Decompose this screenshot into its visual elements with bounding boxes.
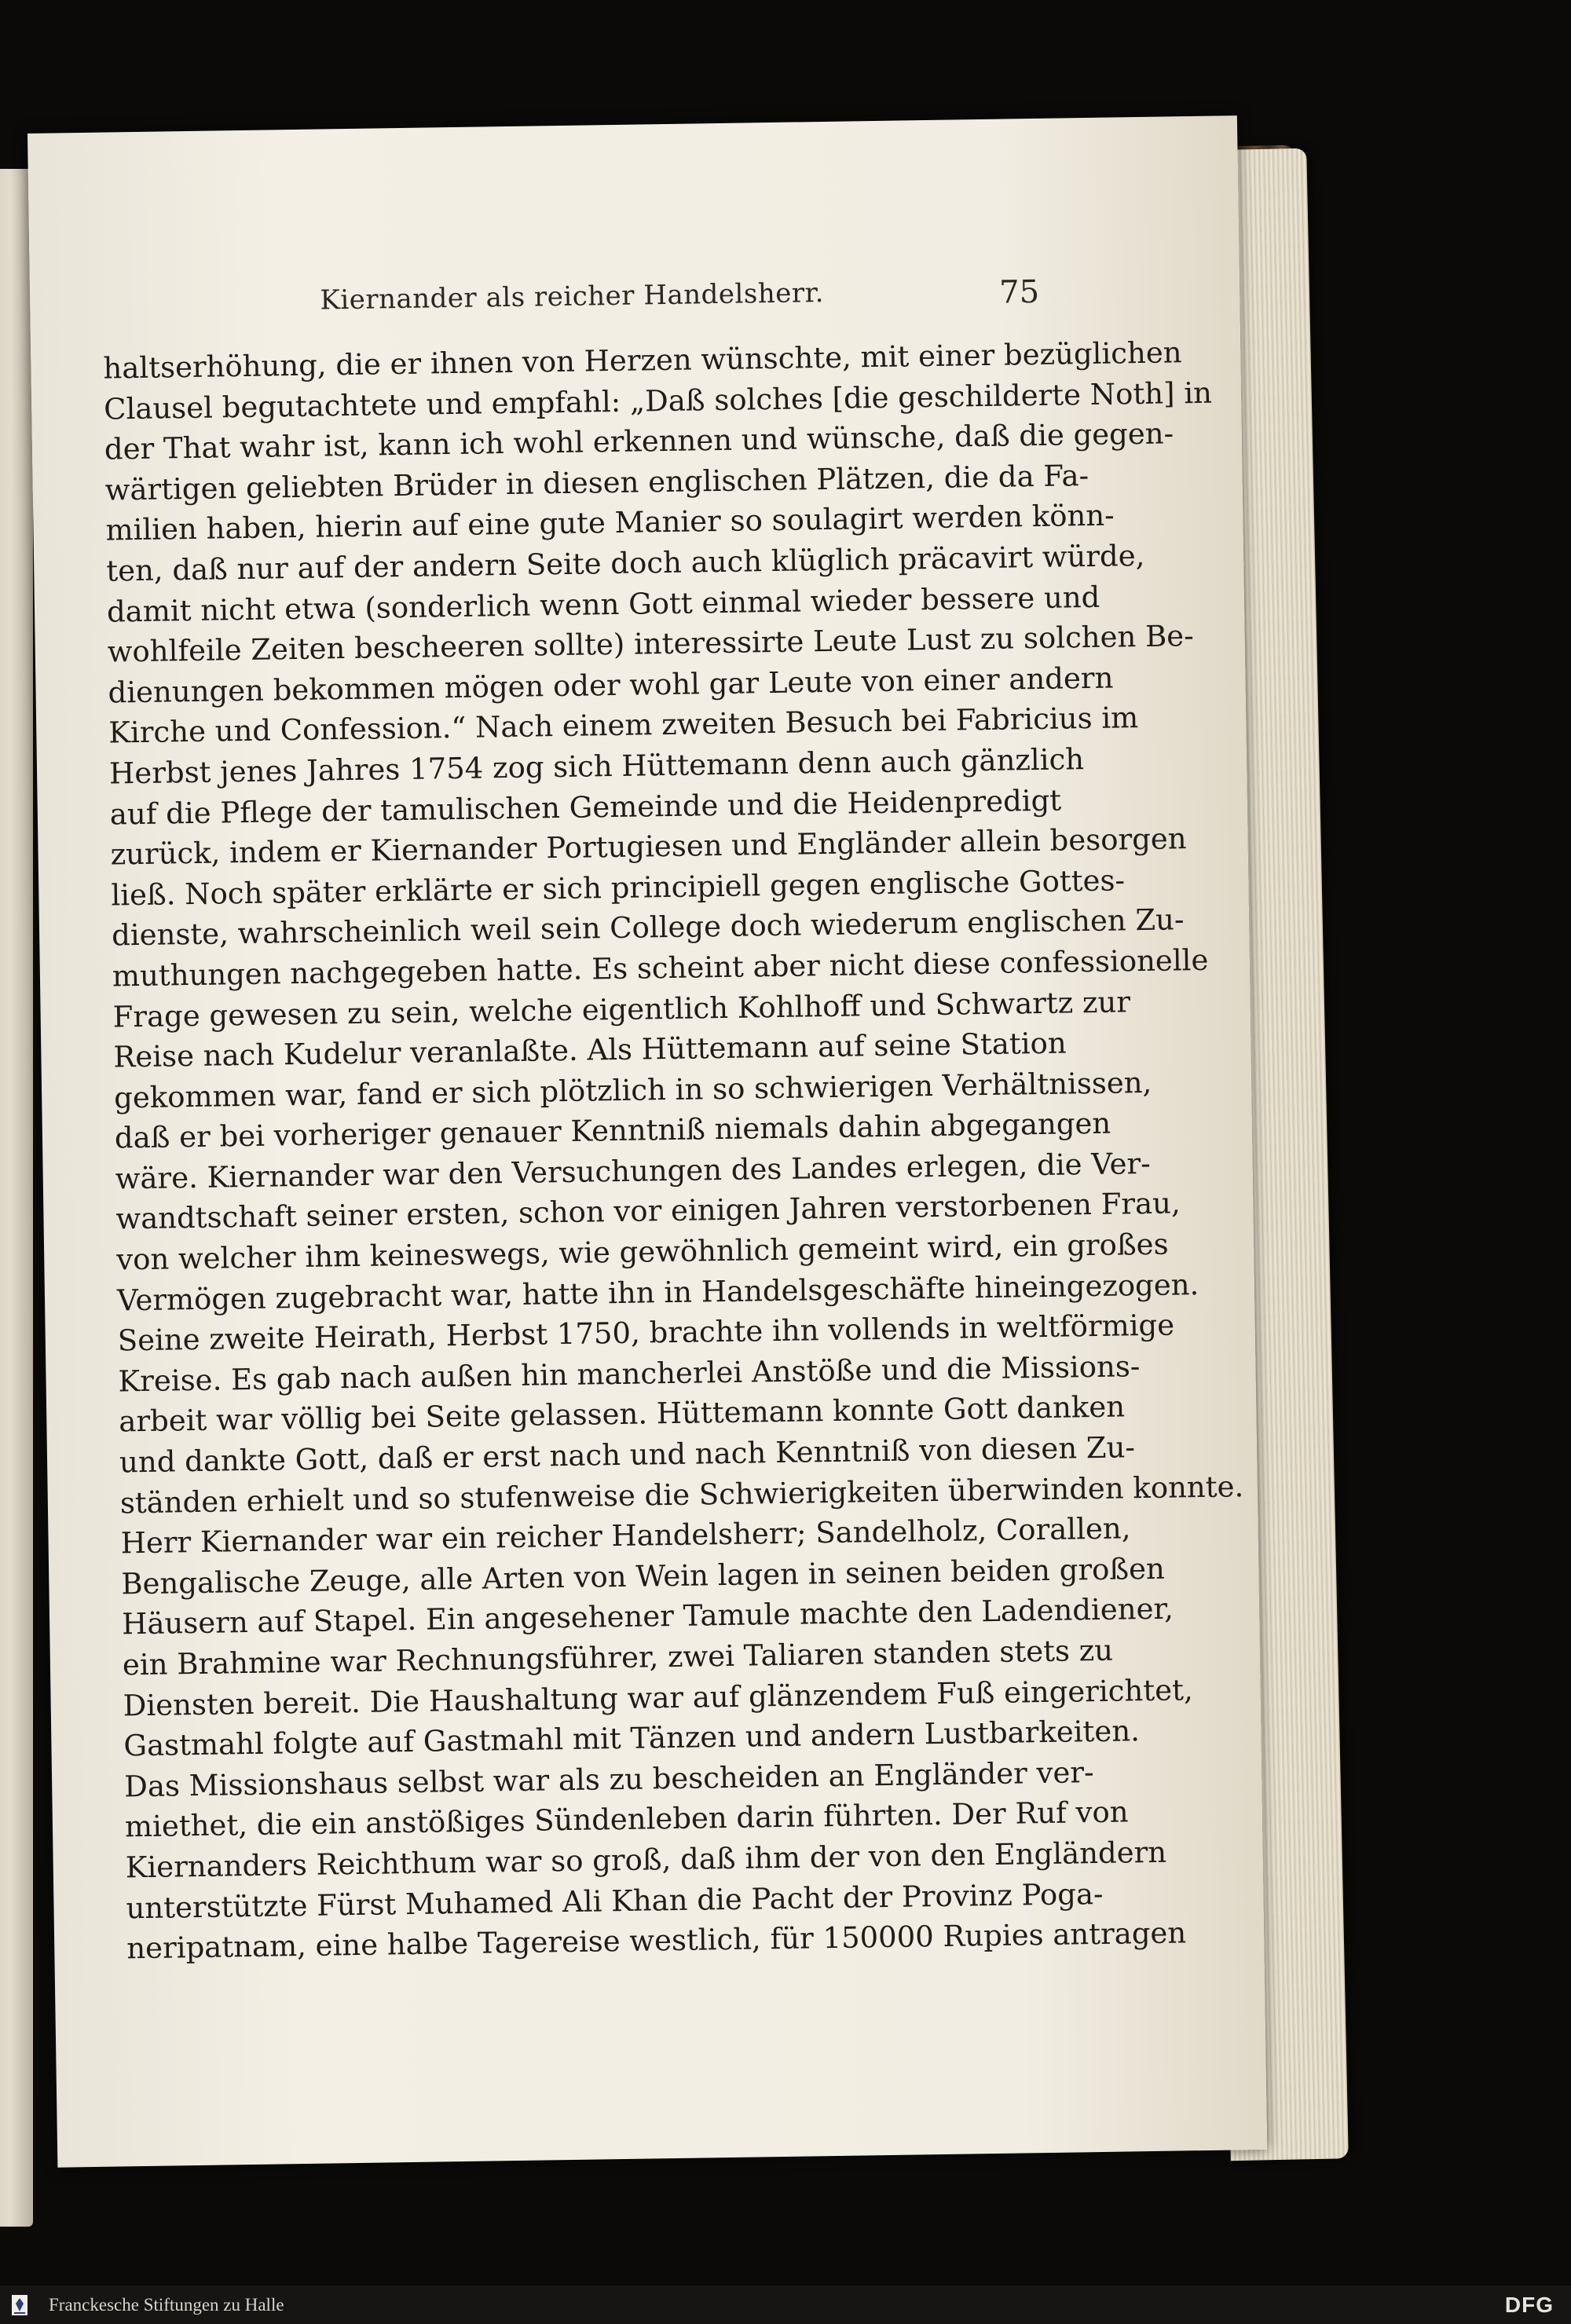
text-line: auf die Pflege der tamulischen Gemeinde und die Heidenpredigt [109, 783, 1062, 832]
facing-page-edge [0, 169, 33, 2227]
text-line: zurück, indem er Kiernander Portugiesen und Engländer allein besorgen [110, 822, 1187, 872]
text-line: Gastmahl folgte auf Gastmahl mit Tänzen und andern Lustbarkeiten. [123, 1714, 1141, 1763]
text-line: Clausel begutachtete und empfahl: „Daß solches [die geschilderte Noth] in [103, 375, 1213, 426]
text-line: wandtschaft seiner ersten, schon vor einigen Jahren verstorbenen Frau, [115, 1186, 1181, 1236]
text-line: unterstützte Fürst Muhamed Ali Khan die Pacht der Provinz Poga- [126, 1876, 1104, 1925]
text-line: arbeit war völlig bei Seite gelassen. Hüttemann konnte Gott danken [119, 1389, 1126, 1439]
text-line: Kiernanders Reichthum war so groß, daß ihm der von den Engländern [125, 1835, 1167, 1885]
dfg-logo: DFG [1504, 2293, 1554, 2317]
text-line: ein Brahmine war Rechnungsführer, zwei Taliaren standen stets zu [122, 1633, 1114, 1682]
footer-credit: Franckesche Stiftungen zu Halle [49, 2295, 284, 2315]
text-line: und dankte Gott, daß er erst nach und nach Kenntniß von diesen Zu- [119, 1430, 1136, 1480]
text-line: ten, daß nur auf der andern Seite doch auch klüglich präcavirt würde, [105, 538, 1145, 588]
text-line: Kreise. Es gab nach außen hin mancherlei Anstöße und die Missions- [118, 1349, 1141, 1399]
text-line: ließ. Noch später erklärte er sich principiell gegen englische Gottes- [111, 863, 1126, 913]
book-page [27, 115, 1267, 2168]
text-line: Bengalische Zeuge, alle Arten von Wein lagen in seinen beiden großen [121, 1551, 1166, 1601]
page-header [104, 274, 1040, 335]
running-title: Kiernander als reicher Handelsherr. [320, 276, 825, 317]
text-line: Das Missionshaus selbst war als zu bescheiden an Engländer ver- [123, 1755, 1094, 1804]
text-line: Häusern auf Stapel. Ein angesehener Tamule machte den Ladendiener, [121, 1591, 1174, 1641]
text-line: von welcher ihm keineswegs, wie gewöhnlich gemeint wird, ein großes [115, 1227, 1169, 1277]
text-line: muthungen nachgegeben hatte. Es scheint aber nicht diese confessionelle [112, 942, 1209, 994]
text-line: damit nicht etwa (sonderlich wenn Gott einmal wieder bessere und [106, 580, 1100, 629]
text-line: gekommen war, fand er sich plötzlich in so schwierigen Verhältnissen, [113, 1065, 1152, 1115]
text-line: wohlfeile Zeiten bescheeren sollte) interessirte Leute Lust zu solchen Be- [107, 619, 1194, 669]
text-line: ständen erhielt und so stufenweise die Schwierigkeiten überwinden konnte. [119, 1469, 1244, 1521]
text-line: Seine zweite Heirath, Herbst 1750, brachte ihn vollends in weltförmige [117, 1308, 1175, 1358]
viewer-footer [0, 2286, 1571, 2324]
text-line: Vermögen zugebracht war, hatte ihn in Handelsgeschäfte hineingezogen. [116, 1267, 1199, 1318]
text-line: der That wahr ist, kann ich wohl erkennen und wünsche, daß die gegen- [104, 416, 1174, 467]
text-line: wäre. Kiernander war den Versuchungen des Landes erlegen, die Ver- [115, 1146, 1151, 1196]
text-line: daß er bei vorheriger genauer Kenntniß niemals dahin abgegangen [114, 1106, 1111, 1155]
body-text [103, 335, 1244, 1969]
franckesche-stiftungen-logo-icon [9, 2293, 30, 2317]
text-line: neripatnam, eine halbe Tagereise westlich, für 150000 Rupies antragen [126, 1916, 1187, 1966]
text-line: dienste, wahrscheinlich weil sein College doch wiederum englischen Zu- [111, 902, 1185, 953]
text-line: Kirche und Confession.“ Nach einem zweiten Besuch bei Fabricius im [108, 701, 1139, 750]
text-line: Diensten bereit. Die Haushaltung war auf glänzendem Fuß eingerichtet, [123, 1672, 1193, 1723]
text-line: haltserhöhung, die er ihnen von Herzen wünschte, mit einer bezüglichen [103, 335, 1182, 386]
text-line: dienungen bekommen mögen oder wohl gar Leute von einer andern [108, 661, 1114, 710]
text-line: miethet, die ein anstößiges Sündenleben darin führten. Der Ruf von [124, 1795, 1129, 1844]
text-line: Reise nach Kudelur veranlaßte. Als Hüttemann auf seine Station [113, 1026, 1067, 1074]
page-number: 75 [998, 273, 1040, 311]
text-line: milien haben, hierin auf eine gute Manier so soulagirt werden könn- [105, 498, 1115, 547]
text-line: wärtigen geliebten Brüder in diesen englischen Plätzen, die da Fa- [104, 458, 1089, 507]
text-line: Herr Kiernander war ein reicher Handelsherr; Sandelholz, Corallen, [120, 1511, 1131, 1561]
text-line: Frage gewesen zu sein, welche eigentlich Kohlhoff und Schwartz zur [112, 984, 1131, 1034]
text-line: Herbst jenes Jahres 1754 zog sich Hüttemann denn auch gänzlich [108, 742, 1085, 791]
